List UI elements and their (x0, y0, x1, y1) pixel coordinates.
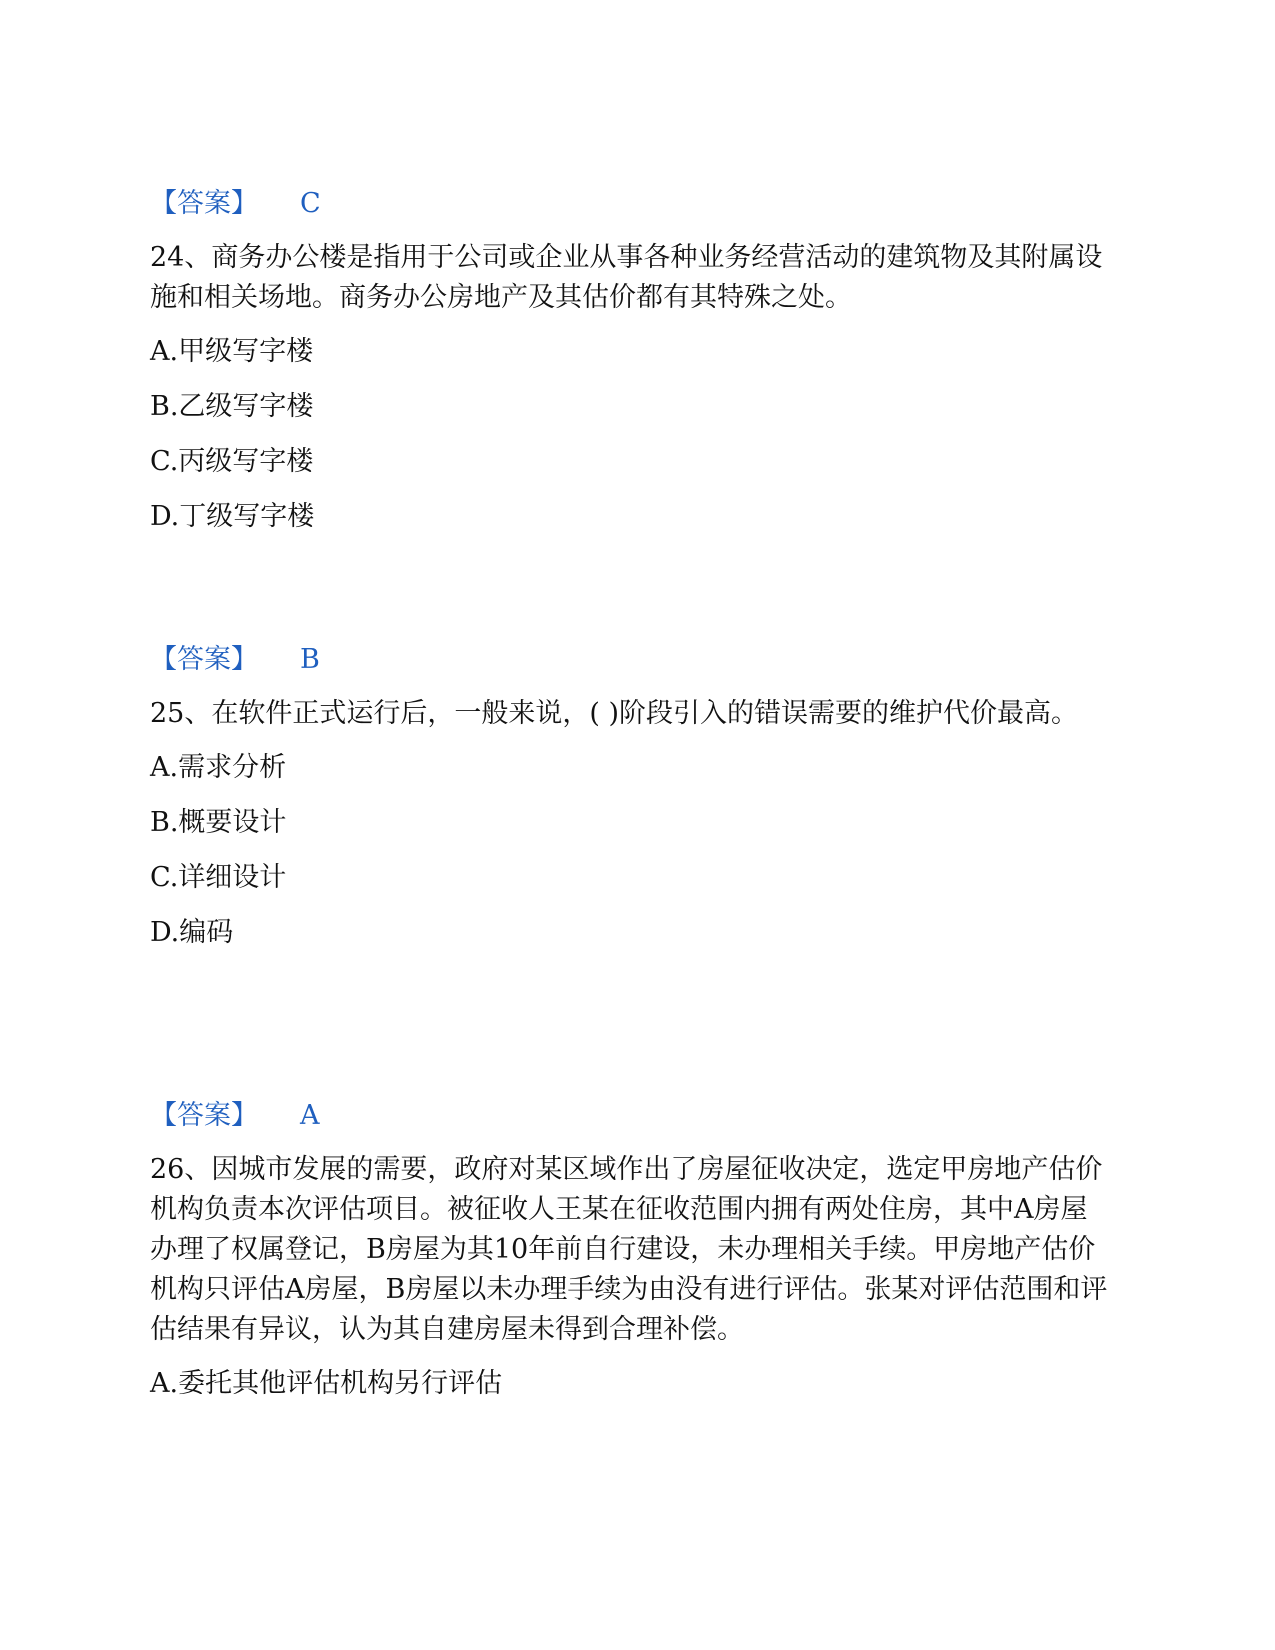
question-block-25 (150, 642, 1110, 951)
answer-line (150, 1098, 1110, 1134)
answer-label: 【答案】 (150, 644, 258, 675)
option-a: A.需求分析 (150, 752, 287, 783)
option-a: A.甲级写字楼 (150, 336, 314, 367)
answer-value: A (300, 1100, 320, 1131)
option-d: D.编码 (150, 917, 234, 948)
answer-label: 【答案】 (150, 188, 258, 219)
option-c: C.丙级写字楼 (150, 446, 314, 477)
question-block-24 (150, 186, 1110, 535)
answer-value: B (300, 644, 320, 675)
option-b: B.乙级写字楼 (150, 391, 314, 422)
question-text: 26、因城市发展的需要，政府对某区域作出了房屋征收决定，选定甲房地产估价机构负责本次评估项目。被征收人王某在征收范围内拥有两处住房，其中A房屋办理了权属登记，B房屋为其10年前自行建设，未办理相关手续。甲房地产估价机构只评估A房屋，B房屋以未办理手续为由没有进行评估。张某对评估范围和评估结果有异议，认为其自建房屋未得到合理补偿。 (150, 1154, 1108, 1345)
question-block-26 (150, 1098, 1110, 1402)
answer-line (150, 186, 1110, 222)
answer-value: C (300, 188, 321, 219)
option-b: B.概要设计 (150, 807, 287, 838)
option-a: A.委托其他评估机构另行评估 (150, 1368, 503, 1399)
question-text: 25、在软件正式运行后，一般来说，( )阶段引入的错误需要的维护代价最高。 (150, 698, 1079, 729)
option-d: D.丁级写字楼 (150, 501, 315, 532)
answer-label: 【答案】 (150, 1100, 258, 1131)
question-text: 24、商务办公楼是指用于公司或企业从事各种业务经营活动的建筑物及其附属设施和相关场地。商务办公房地产及其估价都有其特殊之处。 (150, 242, 1103, 313)
answer-line (150, 642, 1110, 678)
option-c: C.详细设计 (150, 862, 287, 893)
